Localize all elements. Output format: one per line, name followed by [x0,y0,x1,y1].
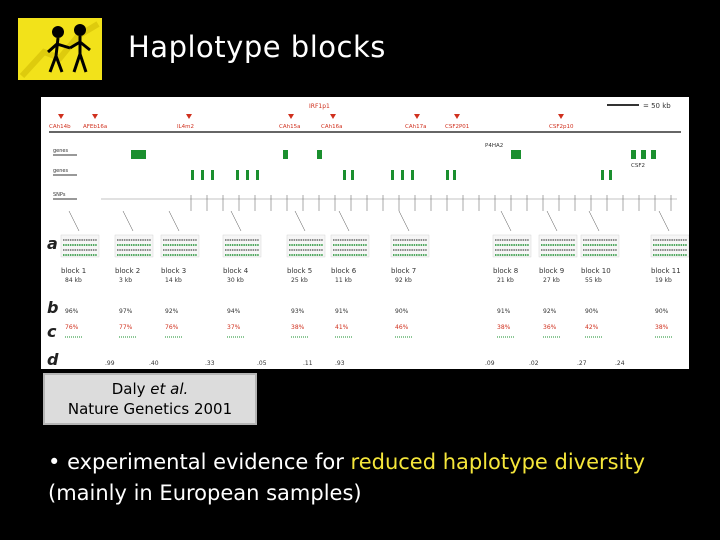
block-size: 92 kb [395,277,412,284]
scale-label: = 50 kb [643,102,671,110]
gene-bar [601,170,604,180]
row-b-value: 93% [291,308,305,315]
haplotype-box [391,235,429,257]
block-name: block 8 [493,267,519,275]
marker-arrow-icon [558,114,564,119]
funnel-line [123,211,133,231]
gene-bar [136,150,141,159]
block-size: 84 kb [65,277,82,284]
marker-label: CSF2P01 [445,124,470,130]
gene-label: P4HA2 [485,143,504,149]
row-b-value: 92% [543,308,557,315]
gene-bar [256,170,259,180]
row-b-value: 96% [65,308,79,315]
slide-logo [18,18,102,80]
row-d-value: .24 [615,360,625,367]
funnel-line [501,211,511,231]
gene-bar [391,170,394,180]
bullet-marker: • [48,450,61,474]
haplotype-box [493,235,531,257]
block-size: 25 kb [291,277,308,284]
row-b-value: 90% [585,308,599,315]
block-name: block 9 [539,267,565,275]
row-d-value: .02 [529,360,539,367]
gene-bar [609,170,612,180]
marker-label: CAh14b [49,124,71,130]
row-b-value: 94% [227,308,241,315]
row-c-value: 46% [395,324,409,331]
gene-bar [401,170,404,180]
marker-label: CAh17a [405,124,427,130]
block-size: 3 kb [119,277,133,284]
row-d-value: .93 [335,360,345,367]
row-b-value: 92% [165,308,179,315]
funnel-line [231,211,241,231]
marker-arrow-icon [186,114,192,119]
gene-bar [453,170,456,180]
block-size: 30 kb [227,277,244,284]
citation-authors: Daly [111,380,146,398]
bullet-text-pre: experimental evidence for [67,450,351,474]
citation-line-1 [45,379,255,399]
row-d-value: .27 [577,360,587,367]
slide-title: Haplotype blocks [128,30,386,64]
haplotype-box [539,235,577,257]
funnel-line [659,211,669,231]
funnel-line [399,211,409,231]
gene-bar [511,150,516,159]
haplotype-figure [41,97,689,369]
marker-arrow-icon [330,114,336,119]
gene-bar [411,170,414,180]
row-d-value: .40 [149,360,159,367]
gene-bar [516,150,521,159]
row-c-value: 38% [291,324,305,331]
funnel-line [295,211,305,231]
marker-label: IL4m2 [177,124,195,130]
gene-row-label: genes [53,168,69,174]
citation-box [43,373,257,425]
gene-bar [246,170,249,180]
funnel-line [589,211,599,231]
gene-label: CSF2 [631,163,645,169]
block-size: 19 kb [655,277,672,284]
block-size: 27 kb [543,277,560,284]
haplotype-blocks-diagram [41,97,689,369]
gene-row-label: SNPs [53,192,66,198]
figures-logo-icon [18,18,102,80]
row-b-value: 91% [335,308,349,315]
funnel-line [169,211,179,231]
block-name: block 6 [331,267,357,275]
gene-bar [641,150,646,159]
row-c-value: 42% [585,324,599,331]
funnel-line [339,211,349,231]
marker-arrow-icon [454,114,460,119]
marker-arrow-icon [288,114,294,119]
block-size: 21 kb [497,277,514,284]
funnel-line [69,211,79,231]
row-letter-c: c [47,322,57,341]
marker-label: AFEb16a [83,124,108,130]
block-size: 14 kb [165,277,182,284]
gene-row-label: genes [53,148,69,154]
gene-bar [351,170,354,180]
marker-label: CAh15a [279,124,301,130]
block-name: block 3 [161,267,187,275]
haplotype-box [651,235,689,257]
row-c-value: 77% [119,324,133,331]
gene-bar [201,170,204,180]
row-letter-a: a [47,234,58,253]
gene-bar [343,170,346,180]
gene-bar [446,170,449,180]
row-d-value: .99 [105,360,115,367]
row-b-value: 90% [655,308,669,315]
block-name: block 4 [223,267,249,275]
row-letter-d: d [47,350,59,369]
block-name: block 5 [287,267,313,275]
block-name: block 1 [61,267,87,275]
gene-bar [631,150,636,159]
row-b-value: 97% [119,308,133,315]
row-c-value: 41% [335,324,349,331]
row-d-value: .05 [257,360,267,367]
gene-bar [283,150,288,159]
marker-arrow-icon [92,114,98,119]
haplotype-box [331,235,369,257]
row-c-value: 37% [227,324,241,331]
citation-et-al: et al. [150,380,189,398]
gene-bar [317,150,322,159]
block-size: 55 kb [585,277,602,284]
row-b-value: 91% [497,308,511,315]
row-d-value: .09 [485,360,495,367]
block-size: 11 kb [335,277,352,284]
row-c-value: 38% [497,324,511,331]
gene-bar [131,150,136,159]
marker-arrow-icon [414,114,420,119]
gene-bar [191,170,194,180]
row-letter-b: b [47,298,59,317]
row-d-value: .33 [205,360,215,367]
funnel-line [547,211,557,231]
top-label: IRF1p1 [309,103,330,110]
marker-label: CAh16a [321,124,343,130]
row-c-value: 38% [655,324,669,331]
block-name: block 7 [391,267,417,275]
citation-journal: Nature Genetics 2001 [67,400,233,418]
gene-bar [651,150,656,159]
haplotype-box [223,235,261,257]
row-c-value: 76% [165,324,179,331]
bullet-highlight: reduced haplotype diversity [350,450,646,474]
gene-bar [141,150,146,159]
gene-bar [211,170,214,180]
marker-arrow-icon [58,114,64,119]
gene-bar [236,170,239,180]
bullet-point [48,447,708,509]
block-name: block 11 [651,267,681,275]
haplotype-box [61,235,99,257]
row-c-value: 36% [543,324,557,331]
bullet-text-post: (mainly in European samples) [48,481,362,505]
haplotype-box [161,235,199,257]
row-d-value: .11 [303,360,313,367]
haplotype-box [115,235,153,257]
haplotype-box [581,235,619,257]
block-name: block 2 [115,267,141,275]
haplotype-box [287,235,325,257]
row-b-value: 90% [395,308,409,315]
row-c-value: 76% [65,324,79,331]
block-name: block 10 [581,267,611,275]
marker-label: CSF2p10 [549,124,574,130]
